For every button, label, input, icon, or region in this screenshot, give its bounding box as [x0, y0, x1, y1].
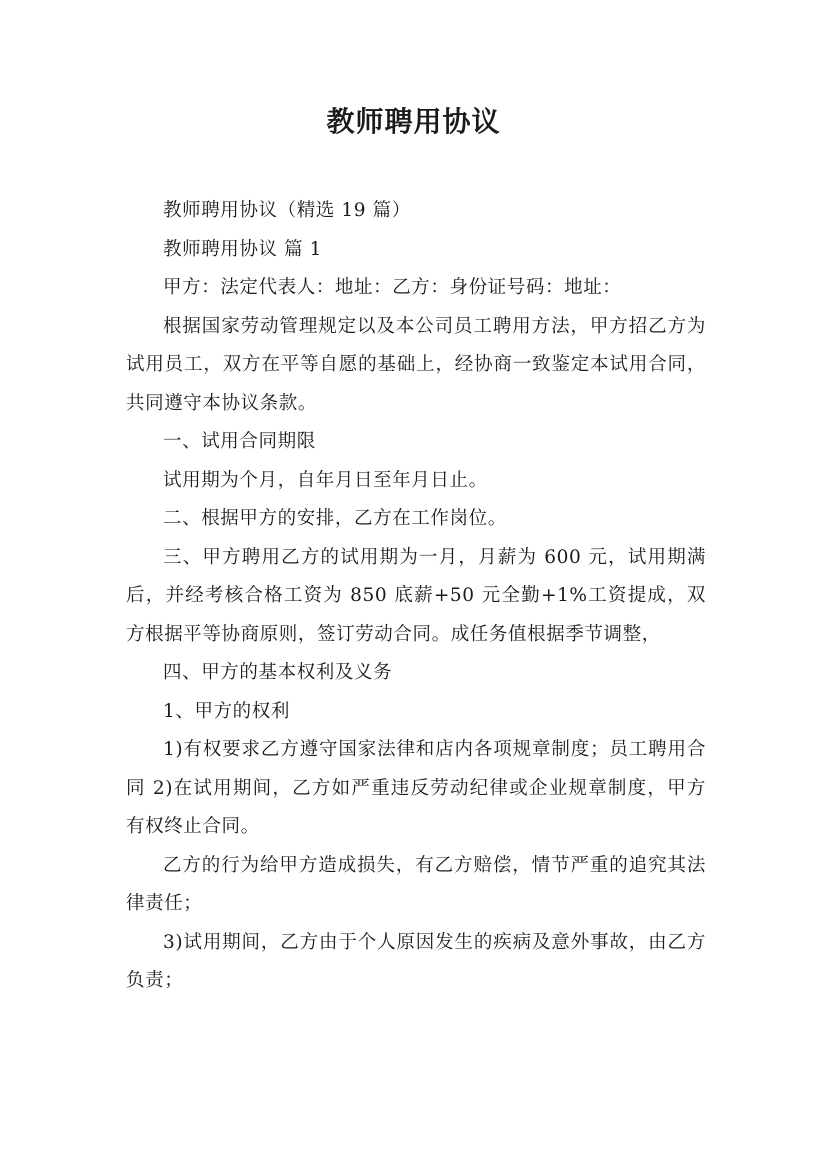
paragraph-clause-1-heading: 一、试用合同期限 [163, 431, 316, 452]
paragraph-parties: 甲方：法定代表人：地址：乙方：身份证号码：地址： [163, 277, 622, 298]
document-body [126, 192, 706, 1001]
paragraph-clause-3: 三、甲方聘用乙方的试用期为一月，月薪为 600 元，试用期满后，并经考核合格工资为 850 底薪+50 元全勤+1%工资提成，双方根据平等协商原则，签订劳动合同。成任务值根据季节调整， [126, 546, 706, 645]
paragraph-clause-1-text: 试用期为个月，自年月日至年月日止。 [163, 469, 488, 491]
paragraph-preamble: 根据国家劳动管理规定以及本公司员工聘用方法，甲方招乙方为试用员工，双方在平等自愿的基础上，经协商一致鉴定本试用合同，共同遵守本协议条款。 [126, 315, 706, 414]
paragraph-clause-2: 二、根据甲方的安排，乙方在工作岗位。 [163, 508, 507, 529]
paragraph-liability: 乙方的行为给甲方造成损失，有乙方赔偿，情节严重的追究其法律责任； [126, 854, 706, 914]
paragraph-subtitle: 教师聘用协议（精选 19 篇） [163, 200, 411, 221]
document-title: 教师聘用协议 [326, 105, 501, 138]
paragraph-rights-3: 3)试用期间，乙方由于个人原因发生的疾病及意外事故，由乙方负责； [126, 931, 706, 991]
paragraph-rights-1-2: 1)有权要求乙方遵守国家法律和店内各项规章制度；员工聘用合同 2)在试用期间，乙方如严重违反劳动纪律或企业规章制度，甲方有权终止合同。 [126, 739, 706, 837]
paragraph-rights-heading: 1、甲方的权利 [163, 700, 290, 722]
paragraph-section-heading: 教师聘用协议 篇 1 [163, 238, 323, 260]
paragraph-clause-4-heading: 四、甲方的基本权利及义务 [163, 662, 393, 683]
